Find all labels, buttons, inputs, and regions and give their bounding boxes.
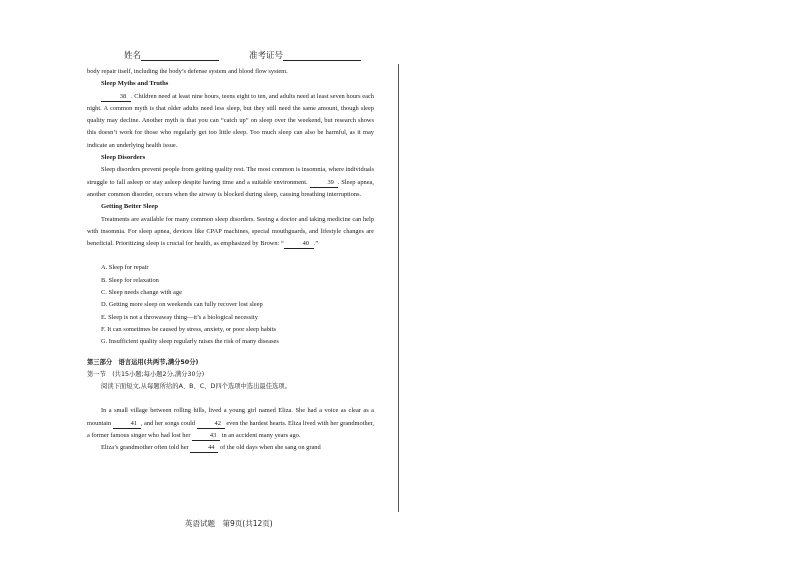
blank-39: 39 bbox=[310, 178, 338, 188]
paragraph-disorders bbox=[87, 164, 374, 201]
page-header bbox=[124, 49, 361, 61]
name-blank bbox=[141, 52, 219, 61]
blank-42: 42 bbox=[197, 419, 225, 429]
blank-43: 43 bbox=[192, 431, 220, 441]
better-text-after: .” bbox=[313, 240, 319, 248]
spacer bbox=[87, 250, 374, 262]
heading-disorders: Sleep Disorders bbox=[101, 154, 146, 162]
exam-id-field bbox=[249, 49, 361, 61]
disorders-text-after: . Sleep apnea, another common disorder, occurs when the airway is blocked during sleep, causing breathing interruptions. bbox=[87, 178, 374, 198]
blank-44: 44 bbox=[190, 443, 218, 453]
option-c: C. Sleep needs change with age bbox=[101, 289, 182, 297]
heading-myths: Sleep Myths and Truths bbox=[101, 80, 169, 88]
heading-better-sleep: Getting Better Sleep bbox=[101, 203, 159, 211]
spacer bbox=[87, 393, 374, 405]
story-text: of the old days when she sang on grand bbox=[219, 444, 321, 452]
option-g: G. Insufficient quality sleep regularly raises the risk of many diseases bbox=[101, 338, 279, 346]
option-b: B. Sleep for relaxation bbox=[101, 276, 159, 284]
option-a: A. Sleep for repair bbox=[101, 264, 149, 272]
part3-section1: 第一节 (共15小题;每小题2分,满分30分) bbox=[87, 370, 205, 378]
option-f: F. It can sometimes be caused by stress, anxiety, or poor sleep habits bbox=[101, 325, 276, 333]
name-field bbox=[124, 49, 219, 61]
myths-text: . Children need at least nine hours, teens eight to ten, and adults need at least seven hours each night. A common myth is that older adults need less sleep, but they still need the same amount, though sleep quality may decline. Another myth is that you can “catch up” on sleep over the weekend, but research shows this doesn’t work for those who regularly get too little sleep. Too much sleep can also be harmful, as it may indicate an underlying health issue. bbox=[87, 92, 374, 149]
paragraph-myths bbox=[87, 91, 374, 152]
blank-41: 41 bbox=[113, 419, 141, 429]
column-divider bbox=[398, 64, 399, 512]
story-text: Eliza’s grandmother often told her bbox=[101, 444, 189, 452]
left-column bbox=[87, 66, 374, 455]
paragraph-better-sleep bbox=[87, 214, 374, 251]
disorders-text-before: Sleep disorders prevent people from getting quality rest. The most common is insomnia, where individuals struggle to fall asleep or stay asleep despite having time and a suitable environment. bbox=[87, 166, 374, 186]
page-footer: 英语试题 第9页(共12页) bbox=[185, 519, 273, 528]
option-e: E. Sleep is not a throwaway thing—it’s a biological necessity bbox=[101, 313, 258, 321]
spacer bbox=[87, 349, 374, 357]
part3-instruction: 阅读下面短文,从每题所给的A、B、C、D四个选项中选出最佳选项。 bbox=[101, 383, 291, 391]
story-text: even the hardest hearts. Eliza lived with her grandmother, a former famous singer who had lost her bbox=[87, 419, 374, 440]
exam-id-label: 准考证号 bbox=[249, 50, 284, 60]
story-paragraph-2 bbox=[87, 442, 374, 454]
intro-line: body repair itself, including the body’s defense system and blood flow system. bbox=[87, 68, 288, 75]
blank-40: 40 bbox=[284, 239, 314, 249]
better-text-before: Treatments are available for many common sleep disorders. Seeing a doctor and taking medicine can help with insomnia. For sleep apnea, devices like CPAP machines, special mouthguards, and lifestyle changes are beneficial. Prioritizing sleep is crucial for health, as emphasized by Brown: “ bbox=[87, 215, 374, 248]
blank-38: 38 bbox=[101, 92, 131, 102]
option-d: D. Getting more sleep on weekends can fully recover lost sleep bbox=[101, 301, 263, 309]
story-text: In a small village between rolling hills, lived a young girl named Eliza. She had a voice as clear as a mountain bbox=[87, 407, 374, 427]
part3-title: 第三部分 语言运用(共两节,满分50分) bbox=[87, 358, 199, 366]
exam-id-blank bbox=[283, 52, 361, 61]
story-text: , and her songs could bbox=[140, 419, 196, 427]
story-paragraph-1 bbox=[87, 405, 374, 442]
name-label: 姓名 bbox=[124, 50, 142, 60]
story-text: in an accident many years ago. bbox=[221, 432, 301, 440]
